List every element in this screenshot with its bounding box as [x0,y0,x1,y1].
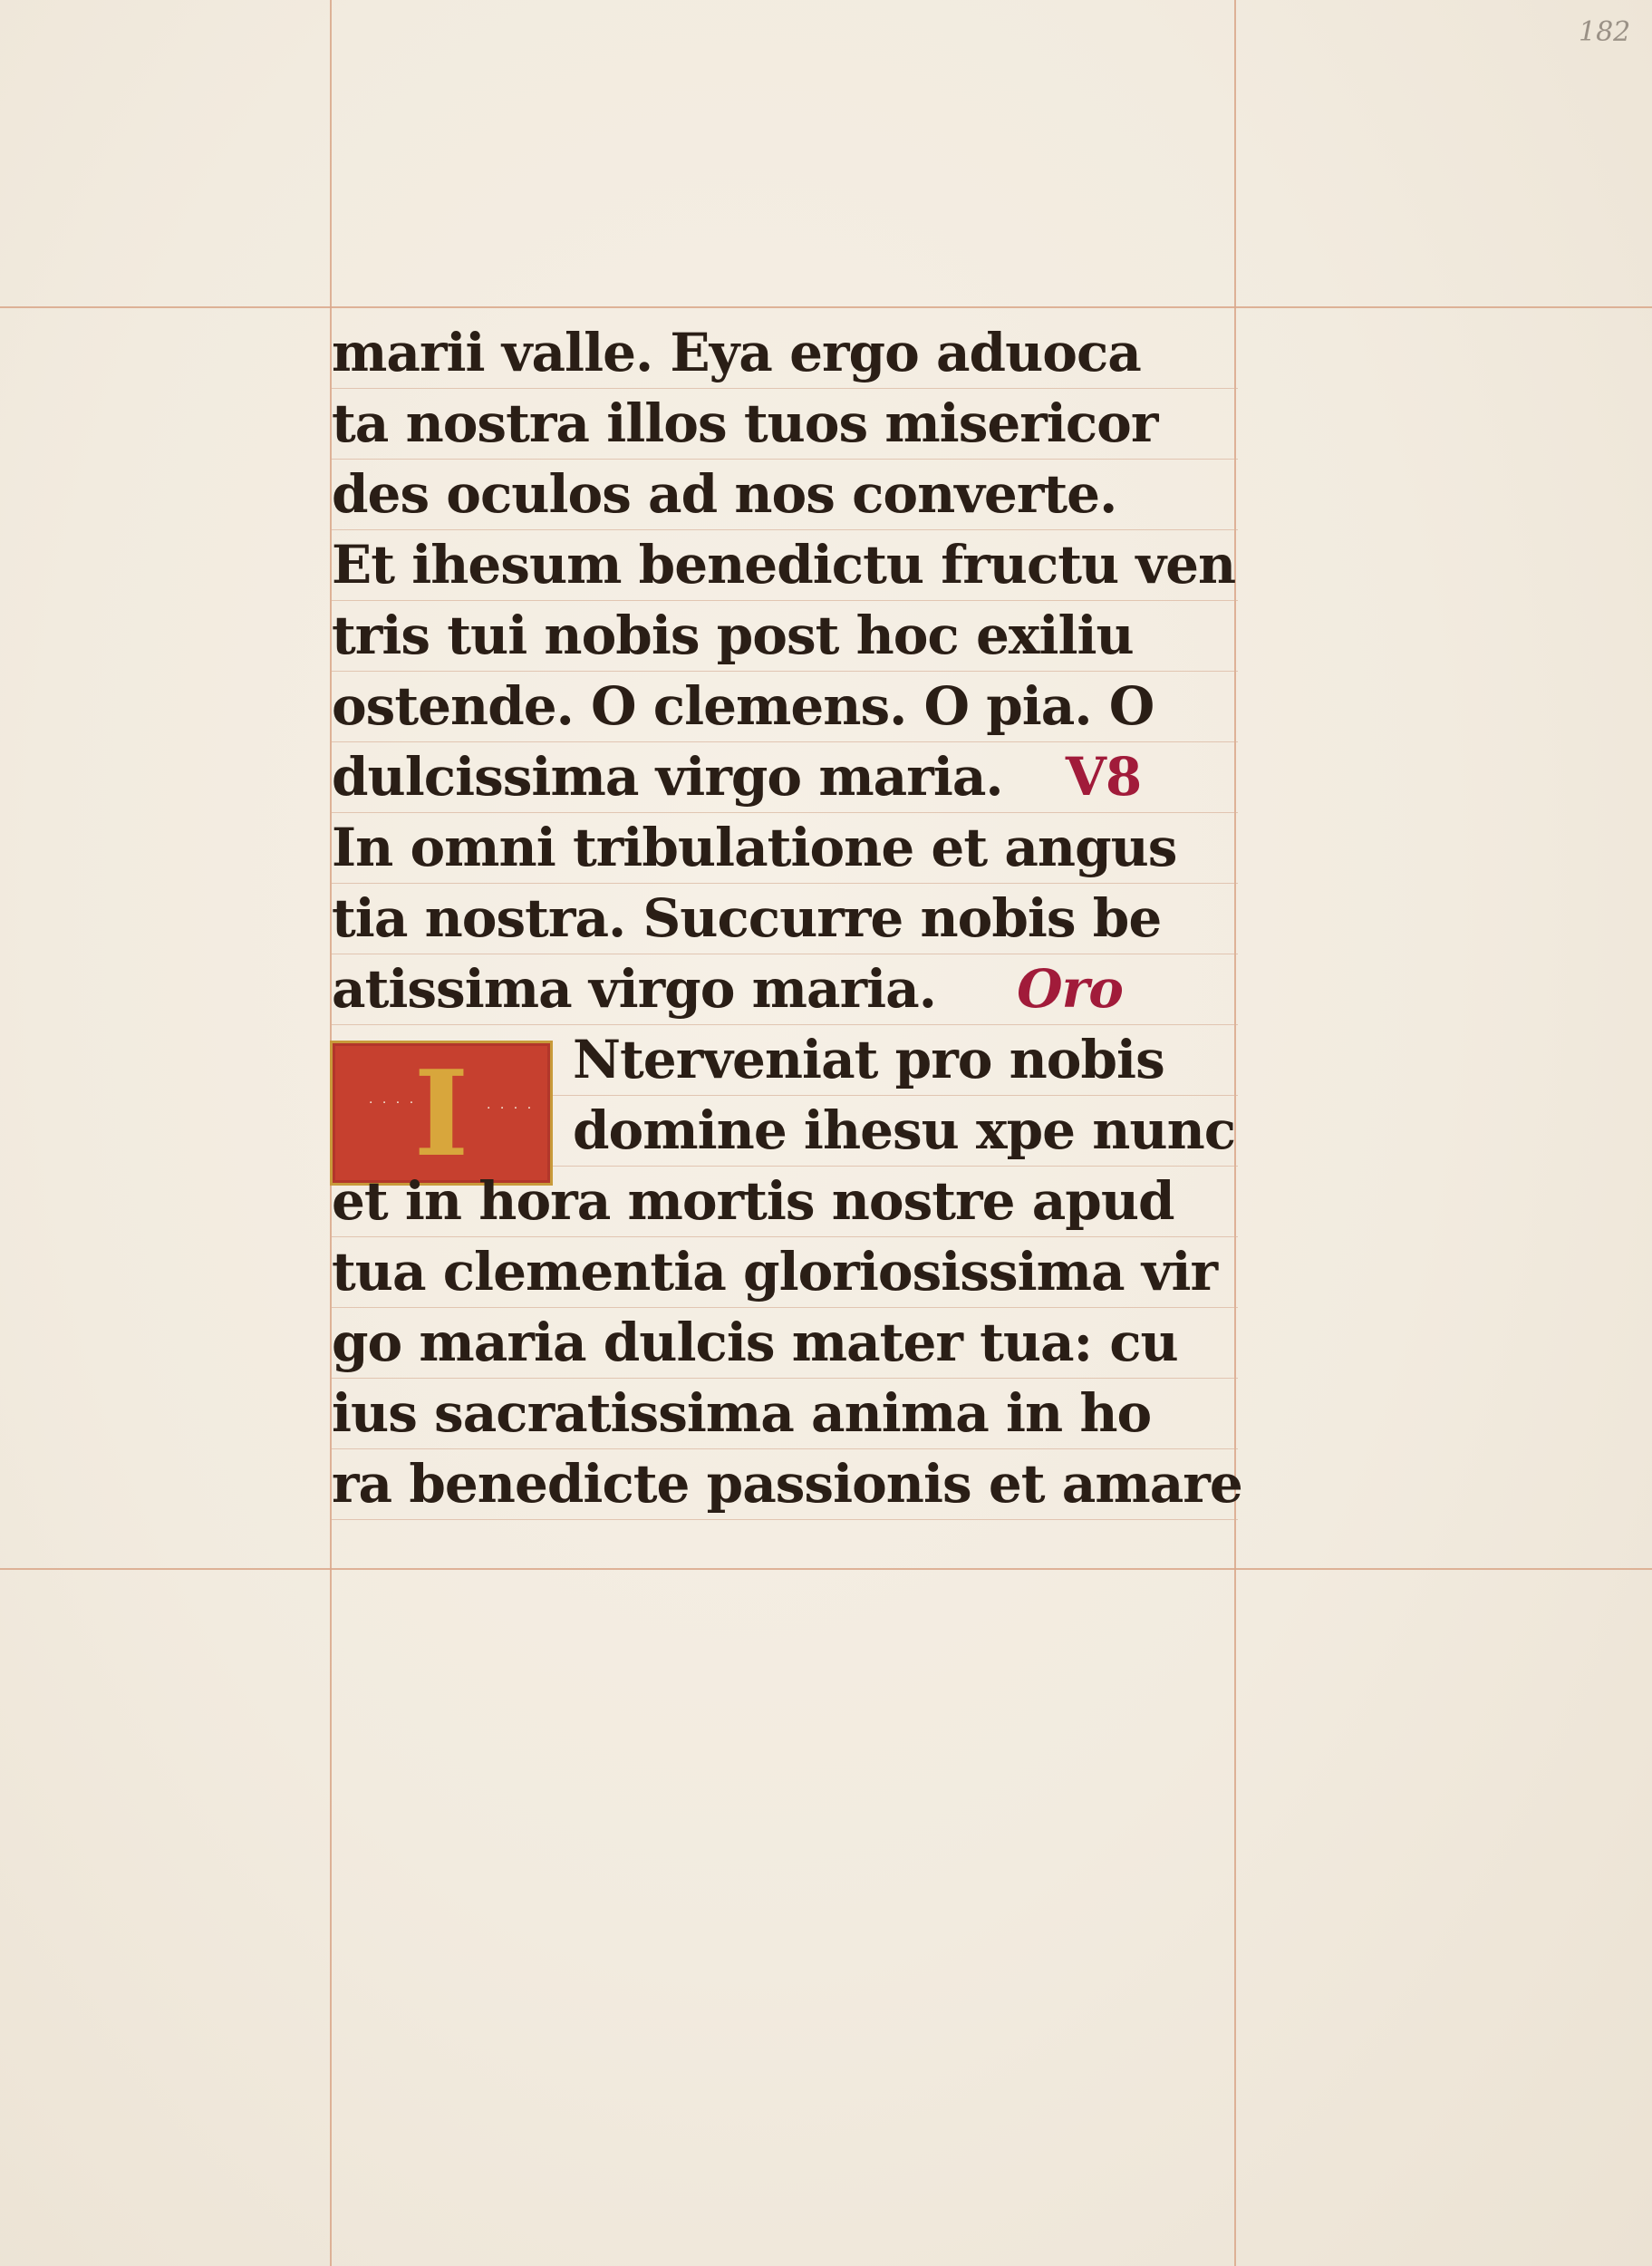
text-line: ostende. O clemens. O pia. O [332,675,1154,737]
text-line: Et ihesum benedictu fructu ven [332,534,1236,596]
text-line: Nterveniat pro nobis [573,1029,1164,1090]
rubric-versicle: V8 [1065,746,1142,808]
text-line: ta nostra illos tuos misericor [332,392,1158,454]
text-line: go maria dulcis mater tua: cu [332,1312,1178,1373]
text-ruling [332,1519,1238,1520]
ruling-line-bottom [0,1568,1652,1570]
ruling-line-top [0,306,1652,308]
rubric-oratio: Oro [1017,958,1123,1020]
initial-letter: I [413,1044,469,1183]
text-line: tua clementia gloriosissima vir [332,1241,1218,1302]
text-block [332,317,1247,1519]
initial-dots-left: · · · · [369,1096,417,1110]
text-line: tia nostra. Succurre nobis be [332,887,1162,949]
text-line-with-rubric [332,741,1247,812]
initial-dots-right: · · · · [487,1101,535,1116]
text-line: In omni tribulatione et angus [332,817,1177,878]
text-line: atissima virgo maria. [332,958,936,1020]
text-line: marii valle. Eya ergo aduoca [332,322,1141,383]
text-line: tris tui nobis post hoc exiliu [332,605,1134,666]
text-line: ius sacratissima anima in ho [332,1382,1152,1444]
text-line: ra benedicte passionis et amare [332,1453,1242,1515]
text-line: dulcissima virgo maria. [332,746,1003,808]
folio-number: 182 [1579,16,1631,48]
text-line: des oculos ad nos converte. [332,463,1117,525]
text-line: et in hora mortis nostre apud [332,1170,1174,1232]
text-line: domine ihesu xpe nunc [573,1099,1236,1161]
text-line-with-rubric [332,954,1247,1024]
